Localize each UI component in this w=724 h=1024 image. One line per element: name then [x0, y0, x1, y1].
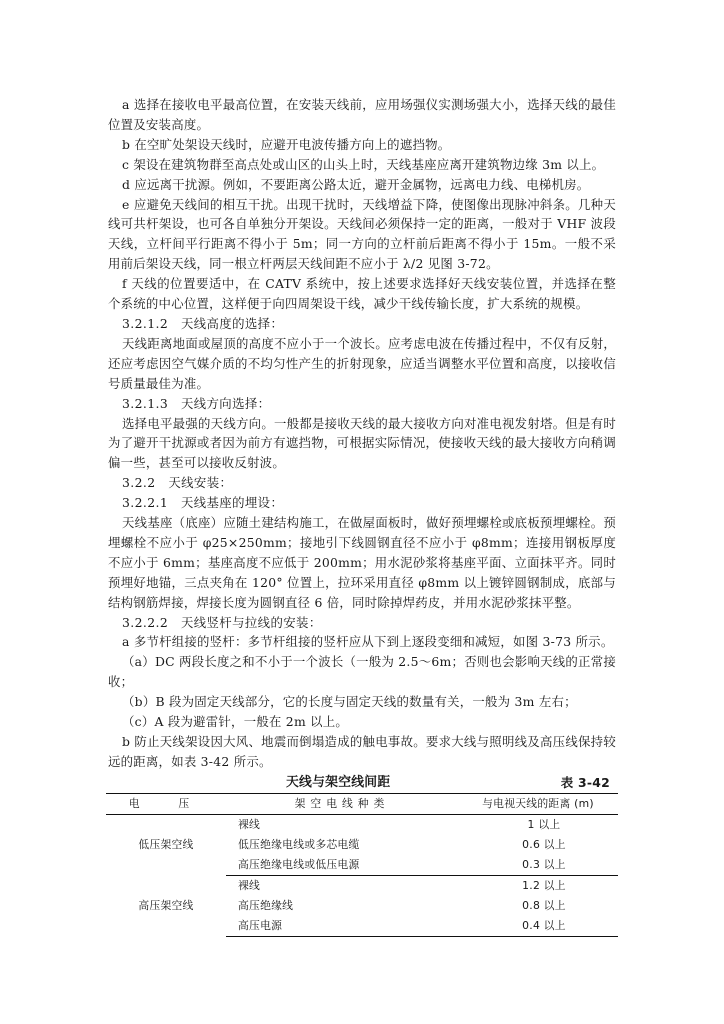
paragraph: 天线基座（底座）应随土建结构施工，在做屋面板时，做好预埋螺栓或底板预埋螺栓。预埋螺栓不应小于 φ25×250mm；接地引下线圆钢直径不应小于 φ8mm；连接用钢板厚度不应小于 6mm；基座高度不应低于 200mm；用水泥砂浆将基座平面、立面抹平齐。同时预埋好地锚，三点夹角在 120° 位置上，拉环采用直径 φ8mm 以上镀锌圆钢制成，底部与结构钢筋焊接，焊接长度为圆钢直径 6 倍，同时除掉焊药皮，并用水泥砂浆抹平整。 [108, 515, 616, 610]
distance-cell: 0.3 以上 [458, 855, 618, 876]
line-type-cell: 裸线 [238, 878, 261, 892]
paragraph: （b）B 段为固定天线部分，它的长度与固定天线的数量有关，一般为 3m 左右； [122, 694, 577, 710]
line-type-cell: 高压电源 [226, 916, 458, 937]
paragraph: e 应避免天线间的相互干扰。出现干扰时，天线增益下降，使图像出现脉冲斜条。几种天线可共杆架设，也可各自单独分开架设。天线间必须保持一定的距离，一般对于 VHF 波段天线，立杆间平行距离不得小于 5m；同一方向的立杆前后距离不得小于 15m。一般不采用前后架设天线，同一根立杆两层天线间距不应小于 λ/2 见图 3-72。 [108, 196, 616, 272]
paragraph-list [108, 95, 616, 772]
table-row [106, 814, 618, 835]
section-heading: 3.2.2.1 天线基座的埋设： [122, 495, 284, 511]
section-heading: 3.2.2.2 天线竖杆与拉线的安装： [122, 614, 322, 630]
table-caption [108, 773, 616, 793]
paragraph: 选择电平最强的天线方向。一般都是接收天线的最大接收方向对准电视发射塔。但是有时为了避开干扰源或者因为前方有遮挡物，可根据实际情况，使接收天线的最大接收方向稍调偏一些，甚至可以接收反射波。 [108, 415, 616, 471]
line-type-cell: 低压绝缘电线或多芯电缆 [238, 837, 360, 851]
paragraph: c 架设在建筑物群至高点处或山区的山头上时，天线基座应离开建筑物边缘 3m 以上。 [122, 156, 605, 172]
document-body [108, 95, 616, 937]
paragraph: （a）DC 两段长度之和不小于一个波长（一般为 2.5～6m；否则也会影响天线的正常接收； [108, 654, 616, 690]
paragraph: f 天线的位置要适中，在 CATV 系统中，按上述要求选择好天线安装位置，并选择在整个系统的中心位置，这样便于向四周架设干线，减少干线传输长度，扩大系统的规模。 [108, 276, 616, 312]
paragraph: a 选择在接收电平最高位置，在安装天线前，应用场强仪实测场强大小，选择天线的最佳位置及安装高度。 [108, 97, 616, 132]
line-type-cell: 高压绝缘线 [238, 898, 294, 912]
distance-cell: 0.4 以上 [458, 916, 618, 937]
table-row [106, 875, 618, 896]
paragraph: 天线距离地面或屋顶的高度不应小于一个波长。应考虑电波在传播过程中，不仅有反射，还应考虑因空气媒介质的不均匀性产生的折射现象，应适当调整水平位置和高度，以接收信号质量最佳为准。 [108, 335, 616, 391]
line-type-cell: 裸线 [238, 817, 261, 831]
header-voltage: 电 压 [106, 793, 226, 814]
paragraph: b 在空旷处架设天线时，应避开电波传播方向上的遮挡物。 [122, 136, 451, 152]
distance-cell: 0.6 以上 [522, 837, 566, 851]
header-distance: 与电视天线的距离 (m) [458, 793, 618, 814]
table-title: 天线与架空线间距 [286, 774, 391, 790]
section-heading: 3.2.1.3 天线方向选择： [122, 395, 271, 411]
line-type-cell: 高压绝缘电线或低压电源 [226, 855, 458, 876]
distance-cell: 1.2 以上 [522, 878, 566, 892]
paragraph: b 防止天线架设因大风、地震而倒塌造成的触电事故。要求大线与照明线及高压线保持较远的距离，如表 3-42 所示。 [108, 734, 616, 769]
section-heading: 3.2.1.2 天线高度的选择： [122, 315, 284, 331]
voltage-cell: 高压架空线 [138, 898, 194, 912]
table-header-row [106, 793, 618, 814]
table-number: 表 3-42 [560, 774, 610, 790]
antenna-spacing-table [106, 793, 618, 937]
distance-cell: 0.8 以上 [522, 898, 566, 912]
table-body [106, 814, 618, 936]
paragraph: d 应远离干扰源。例如，不要距离公路太近，避开金属物，远离电力线、电梯机房。 [122, 176, 590, 192]
paragraph: （c）A 段为避雷针，一般在 2m 以上。 [122, 714, 349, 730]
section-heading: 3.2.2 天线安装： [122, 475, 233, 491]
voltage-cell: 低压架空线 [138, 838, 194, 852]
header-line-type: 架空电线种类 [226, 793, 458, 814]
distance-cell: 1 以上 [527, 817, 561, 831]
paragraph: a 多节杆组接的竖杆：多节杆组接的竖杆应从下到上逐段变细和减短，如图 3-73 所示。 [122, 634, 614, 650]
